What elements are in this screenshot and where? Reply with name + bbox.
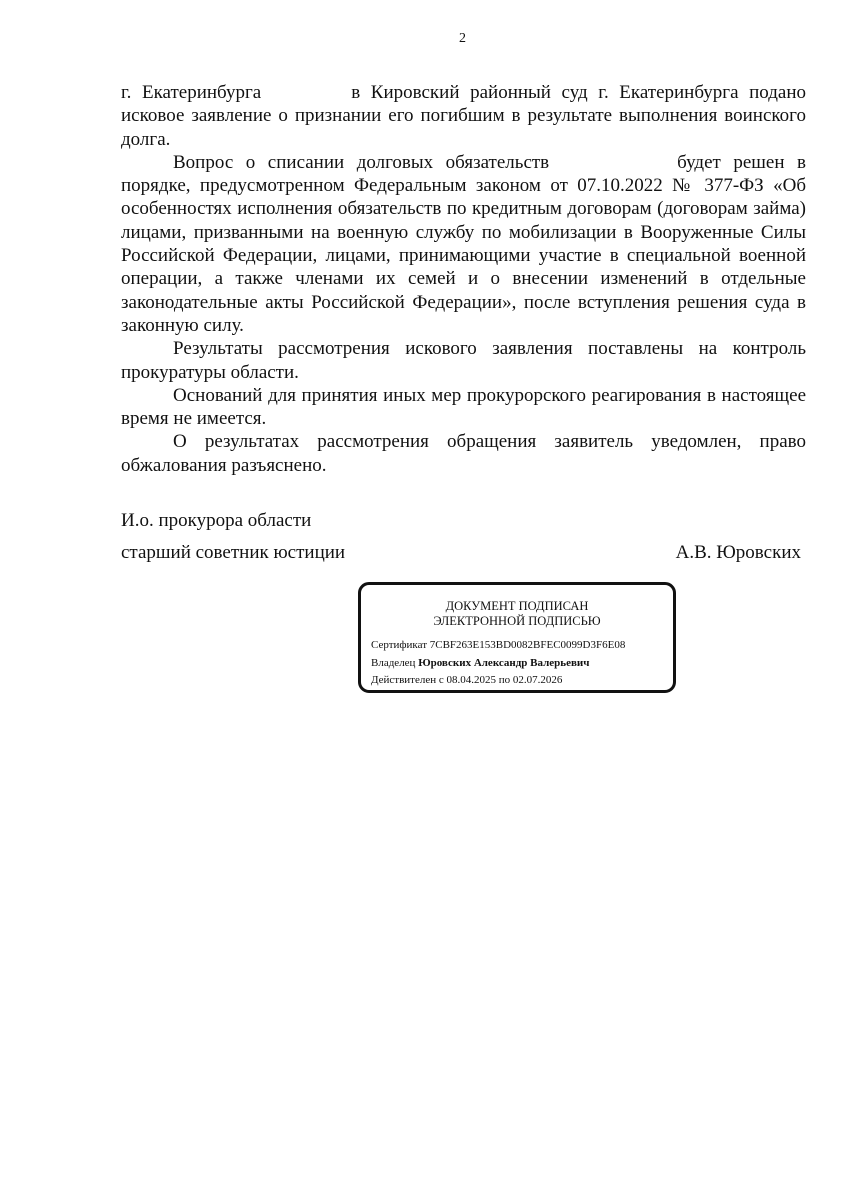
stamp-title [361,599,673,629]
paragraph-notification: О результатах рассмотрения обращения заявитель уведомлен, право обжалования разъяснено. [121,431,806,476]
certificate-label: Сертификат [371,639,427,651]
paragraph-control: Результаты рассмотрения искового заявления поставлены на контроль прокуратуры области. [121,338,806,383]
paragraph-debt-part1: Вопрос о списании долговых обязательств [173,151,550,173]
valid-to-label: по [498,674,511,686]
paragraph-lawsuit [121,81,806,151]
paragraph-debt-part2: будет решен в порядке, предусмотренном Федеральным законом от 07.10.2022 № 377-ФЗ «Об особенностях исполнения обязательств по кредитным договорам (договорам займа) лицами, призванными на военную службу по мобилизации в Вооруженные Силы Российской Федерации, лицами, принимающими участие в специальной военной операции, а также членами их семей и о внесении изменений в отдельные законодательные акты Российской Федерации», после вступления решения суда в законную силу. [121,151,806,336]
stamp-certificate [371,639,625,651]
stamp-validity [371,674,562,686]
certificate-value: 7CBF263E153BD0082BFEC0099D3F6E08 [429,639,626,651]
page-number: 2 [459,31,466,46]
signer-name: А.В. Юровских [675,542,801,563]
valid-to: 02.07.2026 [512,674,563,686]
stamp-owner [371,657,589,669]
signer-rank: старший советник юстиции [121,542,346,563]
paragraph-lawsuit-part2: в Кировский районный суд г. Екатеринбурга подано исковое заявление о признании его погибшим в результате выполнения воинского долга. [121,82,806,150]
stamp-title-line2: ЭЛЕКТРОННОЙ ПОДПИСЬЮ [433,614,601,628]
letter-body [121,81,806,477]
owner-label: Владелец [371,657,416,669]
stamp-title-line1: ДОКУМЕНТ ПОДПИСАН [445,599,589,613]
paragraph-no-measures: Оснований для принятия иных мер прокурорского реагирования в настоящее время не имеется. [121,384,806,430]
signer-position: И.о. прокурора области [121,510,312,531]
electronic-signature-stamp [358,582,676,693]
valid-from: 08.04.2025 [446,674,497,686]
valid-label: Действителен с [371,674,444,686]
paragraph-lawsuit-part1: г. Екатеринбурга [121,82,262,103]
paragraph-debt-obligations [121,151,806,337]
owner-value: Юровских Александр Валерьевич [418,657,590,669]
